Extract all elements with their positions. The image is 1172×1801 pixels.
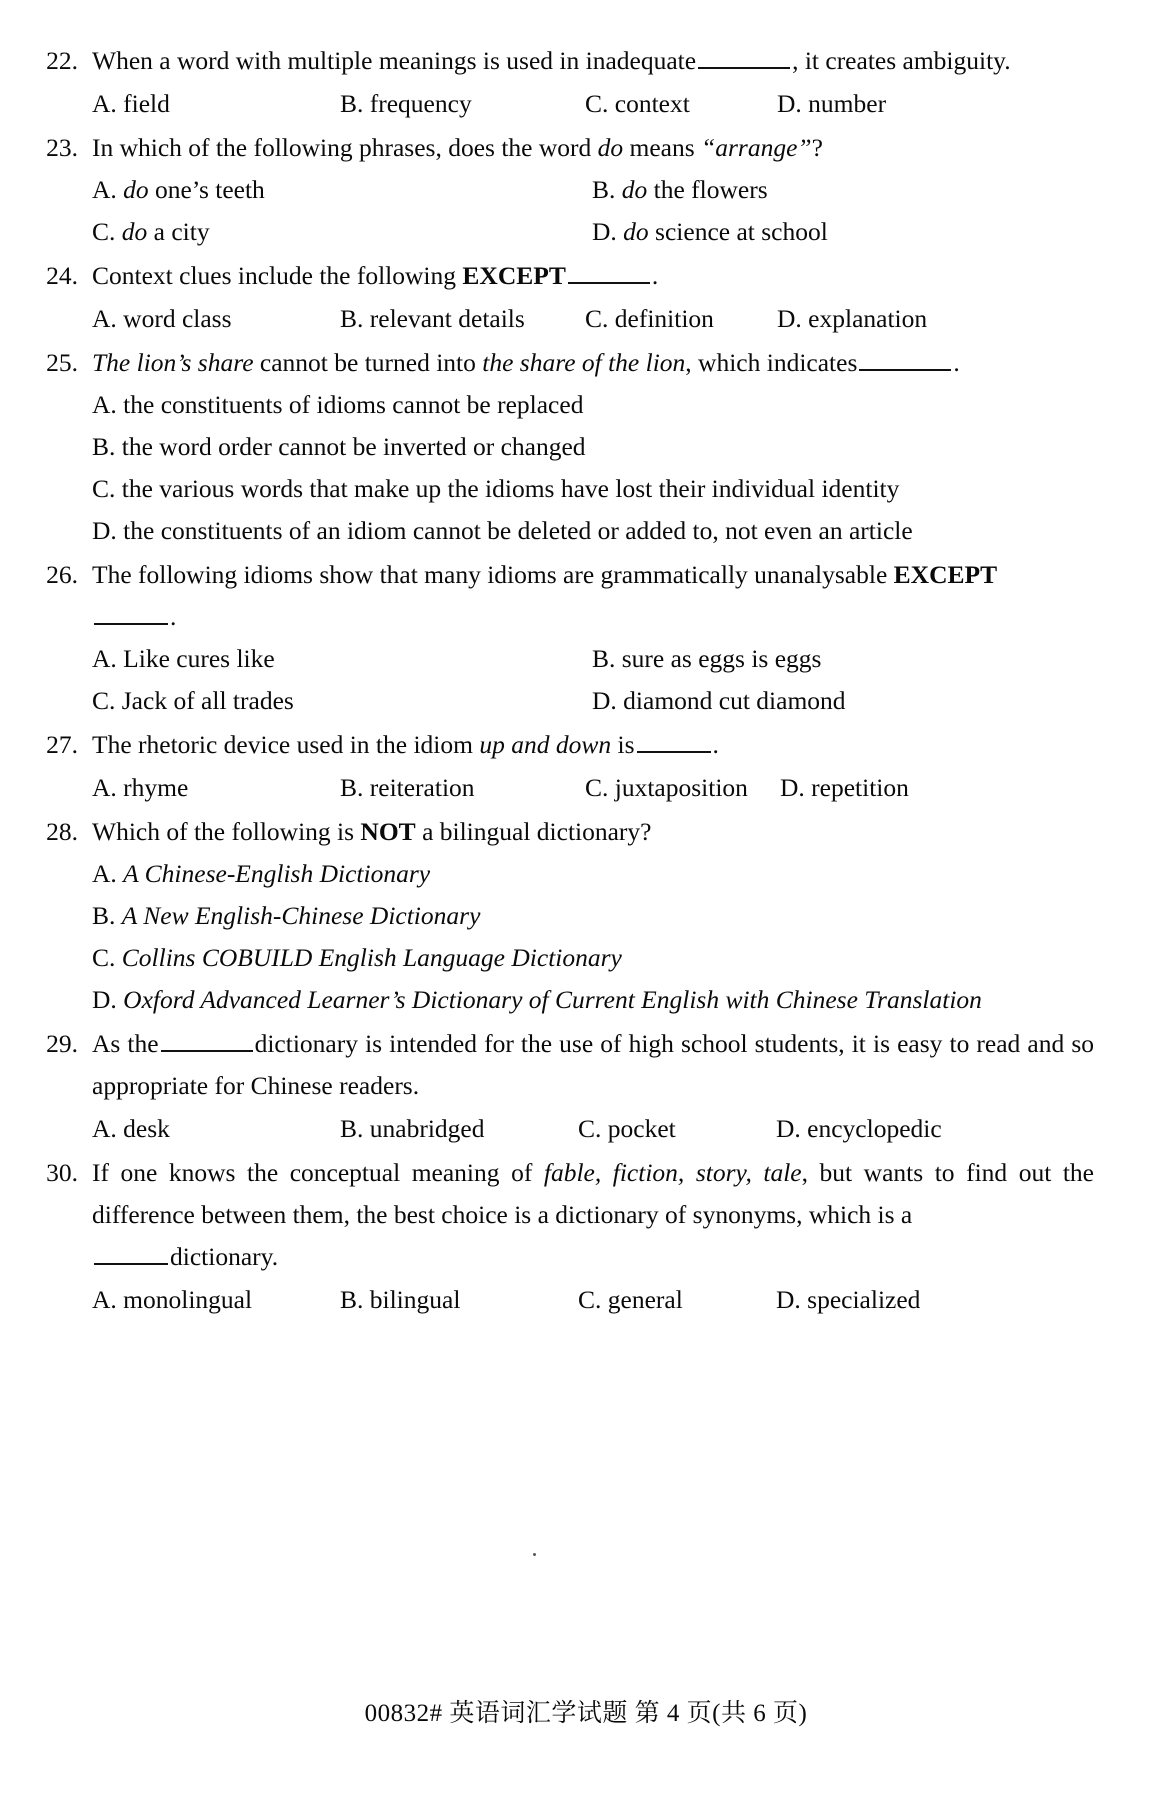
option-label: D. <box>92 985 124 1014</box>
option-b[interactable]: B. frequency <box>340 89 472 118</box>
option-label: B. <box>92 901 122 930</box>
stem-text-cont: is <box>611 730 635 759</box>
stem-text-cont: , but wants to find out the difference between them, the best choice is a dictionary of synonyms, which is a <box>92 1158 1094 1229</box>
question-24 <box>36 255 1094 340</box>
stem-text-end: dictionary. <box>170 1242 279 1271</box>
question-number: 29. <box>46 1029 78 1058</box>
answer-blank[interactable] <box>637 731 711 753</box>
option-c[interactable] <box>92 211 592 253</box>
question-23 <box>36 127 1094 253</box>
option-a[interactable]: A. Like cures like <box>92 644 275 673</box>
question-number: 22. <box>46 46 78 75</box>
answer-blank[interactable] <box>94 603 168 625</box>
stem-italic-up-and-down: up and down <box>479 730 612 759</box>
option-label: C. <box>92 217 122 246</box>
option-d[interactable] <box>92 979 1094 1021</box>
question-number: 26. <box>46 560 78 589</box>
stem-text-end: . <box>953 348 960 377</box>
option-d[interactable]: D. diamond cut diamond <box>592 686 846 715</box>
stem-text-end: dictionary is intended for the use of high school students, it is easy to read and so appropriate for Chinese readers. <box>92 1029 1094 1100</box>
question-number: 24. <box>46 261 78 290</box>
options-row <box>92 1108 1094 1150</box>
question-26 <box>36 554 1094 722</box>
option-a[interactable] <box>92 169 592 211</box>
stem-text: Context clues include the following <box>92 261 463 290</box>
stem-italic-arrange: “arrange” <box>701 133 812 162</box>
answer-blank[interactable] <box>698 47 790 69</box>
stem-italic-share-of-lion: the share of the lion <box>482 348 686 377</box>
options-stack <box>92 384 1094 552</box>
question-29 <box>36 1023 1094 1150</box>
option-label: A. <box>92 859 124 888</box>
option-a[interactable]: A. field <box>92 89 170 118</box>
stem-text: As the <box>92 1029 159 1058</box>
stem-bold-except: EXCEPT <box>462 261 566 290</box>
option-text: the flowers <box>647 175 768 204</box>
stem-text-cont: , which indicates <box>685 348 858 377</box>
stem-text-cont: means <box>623 133 702 162</box>
option-label: C. <box>92 943 122 972</box>
dictionary-title: Oxford Advanced Learner’s Dictionary of Current English with Chinese Translation <box>123 985 982 1014</box>
page-footer: 00832# 英语词汇学试题 第 4 页(共 6 页) <box>364 1700 808 1727</box>
option-d[interactable] <box>592 211 828 253</box>
options-row-1 <box>92 169 1094 211</box>
dictionary-title: A Chinese-English Dictionary <box>123 859 431 888</box>
option-c[interactable]: C. definition <box>585 304 714 333</box>
option-d[interactable]: D. the constituents of an idiom cannot be deleted or added to, not even an article <box>92 516 913 545</box>
scan-artifact-dot <box>533 1553 536 1556</box>
question-stem <box>92 40 1094 82</box>
dictionary-title: Collins COBUILD English Language Dictionary <box>121 943 622 972</box>
stem-text-end: . <box>712 730 719 759</box>
option-a[interactable]: A. the constituents of idioms cannot be replaced <box>92 390 584 419</box>
stem-text: cannot be turned into <box>253 348 483 377</box>
question-30 <box>36 1152 1094 1321</box>
option-a[interactable]: A. word class <box>92 304 232 333</box>
stem-text-end: ? <box>811 133 823 162</box>
stem-text: If one knows the conceptual meaning of <box>92 1158 544 1187</box>
option-a[interactable]: A. monolingual <box>92 1285 253 1314</box>
option-b[interactable]: B. reiteration <box>340 773 475 802</box>
option-a[interactable] <box>92 853 1094 895</box>
option-label: B. <box>592 175 622 204</box>
option-d[interactable]: D. number <box>777 89 887 118</box>
question-stem <box>92 127 1094 169</box>
question-stem <box>92 1152 1094 1236</box>
option-b[interactable] <box>92 895 1094 937</box>
option-a[interactable]: A. rhyme <box>92 773 189 802</box>
option-c[interactable]: C. juxtaposition <box>585 773 748 802</box>
options-row-1 <box>92 638 1094 680</box>
options-row-2 <box>92 680 1094 722</box>
question-number: 23. <box>46 133 78 162</box>
option-b[interactable] <box>592 169 768 211</box>
stem-text-end: . <box>651 261 659 290</box>
option-text: science at school <box>648 217 828 246</box>
stem-text: When a word with multiple meanings is used in inadequate <box>92 46 697 75</box>
stem-text: In which of the following phrases, does the word <box>92 133 598 162</box>
question-number: 27. <box>46 730 78 759</box>
options-stack <box>92 853 1094 1021</box>
options-row <box>92 298 1094 340</box>
question-25 <box>36 342 1094 552</box>
stem-text: Which of the following is <box>92 817 361 846</box>
option-c[interactable] <box>92 937 1094 979</box>
question-number: 25. <box>46 348 78 377</box>
options-row <box>92 767 1094 809</box>
stem-text-cont: , it creates ambiguity. <box>792 46 1011 75</box>
answer-blank[interactable] <box>161 1030 253 1052</box>
stem-italic-lions-share: The lion’s share <box>92 348 254 377</box>
option-d[interactable]: D. repetition <box>780 773 909 802</box>
question-number: 28. <box>46 817 78 846</box>
question-28 <box>36 811 1094 1021</box>
option-d[interactable]: D. specialized <box>776 1285 921 1314</box>
option-italic: do <box>123 175 149 204</box>
options-row-2 <box>92 211 1094 253</box>
question-stem <box>92 1023 1094 1107</box>
option-a[interactable]: A. desk <box>92 1114 170 1143</box>
question-stem <box>92 342 1094 384</box>
option-b[interactable]: B. the word order cannot be inverted or changed <box>92 432 586 461</box>
stem-text: The rhetoric device used in the idiom <box>92 730 480 759</box>
option-c[interactable]: C. Jack of all trades <box>92 686 294 715</box>
stem-italic-do: do <box>597 133 624 162</box>
question-27 <box>36 724 1094 809</box>
stem-bold-not: NOT <box>360 817 416 846</box>
answer-blank[interactable] <box>94 1243 168 1265</box>
question-stem <box>92 554 1094 596</box>
stem-italic-synonyms: fable, fiction, story, tale <box>543 1158 802 1187</box>
dictionary-title: A New English-Chinese Dictionary <box>121 901 481 930</box>
option-italic: do <box>623 217 649 246</box>
answer-blank[interactable] <box>568 262 650 284</box>
question-stem-blank-line <box>92 596 1094 638</box>
option-italic: do <box>621 175 648 204</box>
option-text: one’s teeth <box>148 175 265 204</box>
option-d[interactable]: D. encyclopedic <box>776 1114 942 1143</box>
stem-text-end: . <box>170 602 177 631</box>
question-stem <box>92 724 1094 766</box>
question-number: 30. <box>46 1158 78 1187</box>
option-c[interactable]: C. general <box>578 1285 683 1314</box>
stem-text: The following idioms show that many idioms are grammatically unanalysable <box>92 560 894 589</box>
option-d[interactable]: D. explanation <box>777 304 928 333</box>
option-label: D. <box>592 217 624 246</box>
question-stem <box>92 811 1094 853</box>
question-22 <box>36 40 1094 125</box>
options-row <box>92 1279 1094 1321</box>
question-stem-last-line <box>92 1236 1094 1278</box>
options-row <box>92 83 1094 125</box>
option-b[interactable]: B. bilingual <box>340 1285 461 1314</box>
option-b[interactable]: B. relevant details <box>340 304 525 333</box>
option-c[interactable]: C. pocket <box>578 1114 676 1143</box>
option-b[interactable]: B. unabridged <box>340 1114 485 1143</box>
option-label: A. <box>92 175 124 204</box>
stem-text-end: a bilingual dictionary? <box>415 817 652 846</box>
option-text: a city <box>147 217 210 246</box>
option-italic: do <box>121 217 148 246</box>
question-stem <box>92 255 1094 297</box>
option-c[interactable]: C. context <box>585 89 690 118</box>
option-b[interactable]: B. sure as eggs is eggs <box>592 644 822 673</box>
option-c[interactable]: C. the various words that make up the idioms have lost their individual identity <box>92 474 900 503</box>
answer-blank[interactable] <box>859 349 951 371</box>
stem-bold-except: EXCEPT <box>893 560 998 589</box>
